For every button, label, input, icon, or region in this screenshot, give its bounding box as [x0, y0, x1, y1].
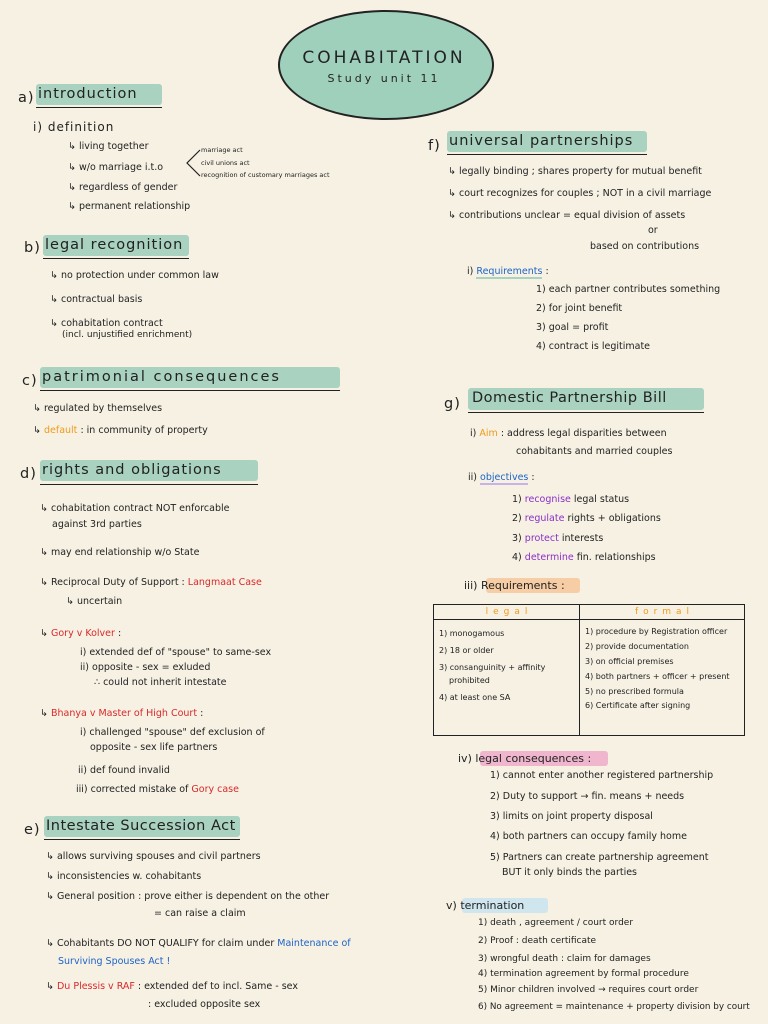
f-item-2: ↳ court recognizes for couples ; NOT in a civil marriage [448, 188, 712, 199]
legal-req-4: 4) at least one SA [439, 692, 511, 702]
f-req-3: 3) goal = profit [536, 322, 609, 333]
def-item-4: ↳ permanent relationship [68, 201, 191, 212]
formal-req-4: 4) both partners + officer + present [585, 671, 730, 681]
f-or: or [648, 225, 658, 236]
e-dup: ↳ Du Plessis v RAF : extended def to incl. Same - sex [46, 981, 298, 992]
legal-column [434, 620, 580, 736]
section-d-label: d) [20, 466, 37, 482]
f-item-1: ↳ legally binding ; shares property for mutual benefit [448, 166, 702, 177]
g-aim: i) Aim : address legal disparities between [470, 428, 667, 439]
legal-req-2: 2) 18 or older [439, 646, 494, 656]
formal-req-6: 6) Certificate after signing [585, 701, 691, 711]
f-req-heading: i) Requirements : [467, 266, 549, 277]
def-item-3: ↳ regardless of gender [68, 182, 178, 193]
term-6: 6) No agreement = maintenance + property division by court [478, 1002, 750, 1012]
def-item-2: ↳ w/o marriage i.t.o [68, 162, 164, 173]
section-f-label: f) [428, 138, 441, 154]
term-1: 1) death , agreement / court order [478, 918, 634, 928]
section-b-heading: legal recognition [45, 237, 184, 253]
cons-2: 2) Duty to support → fin. means + needs [490, 791, 685, 802]
g-req-label: Requirements [480, 579, 558, 592]
brace-bracket-icon [184, 148, 202, 178]
e-item-1: ↳ allows surviving spouses and civil partners [46, 851, 261, 862]
section-c-label: c) [22, 373, 38, 389]
recognise-verb: recognise [524, 494, 571, 505]
f-based: based on contributions [590, 241, 700, 252]
d-uncertain: ↳ uncertain [66, 596, 123, 607]
formal-req-5: 5) no prescribed formula [585, 686, 684, 696]
bhanya-case: Bhanya v Master of High Court [50, 708, 198, 719]
g-obj-label: objectives [480, 472, 529, 483]
term-4: 4) termination agreement by formal procedure [478, 969, 689, 979]
section-a-underline [36, 107, 162, 108]
b-item-2: ↳ contractual basis [50, 294, 143, 305]
section-g-label: g) [444, 396, 461, 412]
definition-label: i) definition [33, 120, 115, 134]
bhanya-item-3: ii) def found invalid [78, 765, 170, 776]
section-g-heading: Domestic Partnership Bill [472, 390, 667, 406]
g-obj-heading: ii) objectives : [468, 472, 535, 483]
def-item-1: ↳ living together [68, 141, 149, 152]
cons-3: 3) limits on joint property disposal [490, 811, 653, 822]
section-e-label: e) [24, 822, 41, 838]
e-item-3: ↳ General position : prove either is dependent on the other [46, 891, 330, 902]
legal-req-3b: prohibited [449, 675, 490, 685]
c-item-2: ↳ default : in community of property [33, 425, 208, 436]
section-f-underline [447, 154, 647, 155]
table-header-formal: formal [580, 605, 745, 620]
f-req-1: 1) each partner contributes something [536, 284, 721, 295]
term-2: 2) Proof : death certificate [478, 936, 597, 946]
default-label: default [43, 425, 78, 436]
maintenance-act-1: Maintenance of [277, 938, 351, 949]
g-cons-label: legal consequences [475, 752, 584, 765]
f-req-label: Requirements [476, 266, 543, 277]
d-contract-2: against 3rd parties [52, 519, 142, 530]
section-g-underline [468, 412, 704, 413]
term-5: 5) Minor children involved → requires court order [478, 985, 699, 995]
section-d-heading: rights and obligations [42, 462, 222, 478]
g-term-heading: v) termination [446, 899, 525, 912]
maintenance-act-2: Surviving Spouses Act ! [58, 956, 171, 967]
g-obj-4: 4) determine fin. relationships [512, 552, 656, 563]
table-header-legal: legal [434, 605, 580, 620]
b-item-1: ↳ no protection under common law [50, 270, 219, 281]
section-b-underline [43, 258, 189, 259]
d-contract-1: ↳ cohabitation contract NOT enforcable [40, 503, 230, 514]
formal-column [580, 620, 745, 736]
g-obj-3: 3) protect interests [512, 533, 604, 544]
g-obj-2: 2) regulate rights + obligations [512, 513, 661, 524]
bhanya-item-2: opposite - sex life partners [90, 742, 218, 753]
gory-case: Gory v Kolver [50, 628, 115, 639]
gory-item-2: ii) opposite - sex = exluded [80, 662, 211, 673]
g-req-heading: iii) Requirements : [464, 579, 565, 592]
e-dup-2: : excluded opposite sex [148, 999, 261, 1010]
d-bhanya: ↳ Bhanya v Master of High Court : [40, 708, 204, 719]
protect-verb: protect [524, 533, 559, 544]
cons-5: 5) Partners can create partnership agreement [490, 852, 709, 863]
formal-req-2: 2) provide documentation [585, 642, 689, 652]
f-req-4: 4) contract is legitimate [536, 341, 651, 352]
e-item-4: = can raise a claim [154, 908, 246, 919]
c-item-1: ↳ regulated by themselves [33, 403, 163, 414]
g-term-label: termination [460, 899, 525, 912]
requirements-table [433, 604, 745, 736]
langmaat-case: Langmaat Case [187, 577, 262, 588]
section-c-underline [40, 390, 340, 391]
aim-label: Aim [479, 428, 498, 439]
formal-req-3: 3) on official premises [585, 656, 674, 666]
f-item-3: ↳ contributions unclear = equal division of assets [448, 210, 686, 221]
legal-req-3: 3) consanguinity + affinity [439, 662, 546, 672]
formal-req-1: 1) procedure by Registration officer [585, 627, 728, 637]
page-subtitle: Study unit 11 [327, 72, 441, 85]
d-gory: ↳ Gory v Kolver : [40, 628, 122, 639]
gory-item-3: ∴ could not inherit intestate [94, 677, 227, 688]
section-a-label: a) [18, 90, 35, 106]
term-3: 3) wrongful death : claim for damages [478, 954, 651, 964]
act-2: civil unions act [201, 159, 250, 167]
gory-case-ref: Gory case [191, 784, 239, 795]
cons-1: 1) cannot enter another registered partnership [490, 770, 714, 781]
act-3: recognition of customary marriages act [201, 171, 330, 179]
cons-6: BUT it only binds the parties [502, 867, 638, 878]
legal-req-1: 1) monogamous [439, 629, 505, 639]
cons-4: 4) both partners can occupy family home [490, 831, 687, 842]
f-req-2: 2) for joint benefit [536, 303, 623, 314]
g-aim-2: cohabitants and married couples [516, 446, 673, 457]
d-duty: ↳ Reciprocal Duty of Support : Langmaat Case [40, 577, 262, 588]
section-c-heading: patrimonial consequences [42, 369, 281, 385]
gory-item-1: i) extended def of "spouse" to same-sex [80, 647, 272, 658]
bhanya-item-1: i) challenged "spouse" def exclusion of [80, 727, 265, 738]
e-cohab: ↳ Cohabitants DO NOT QUALIFY for claim under Maintenance of [46, 938, 351, 949]
g-obj-1: 1) recognise legal status [512, 494, 630, 505]
page-title: COHABITATION [302, 48, 466, 68]
section-e-underline [44, 839, 240, 840]
bhanya-item-4: iii) corrected mistake of Gory case [76, 784, 239, 795]
b-item-4: (incl. unjustified enrichment) [62, 330, 193, 340]
section-f-heading: universal partnerships [449, 133, 634, 149]
regulate-verb: regulate [524, 513, 565, 524]
section-b-label: b) [24, 240, 41, 256]
e-item-2: ↳ inconsistencies w. cohabitants [46, 871, 202, 882]
du-plessis-case: Du Plessis v RAF [56, 981, 135, 992]
section-e-heading: Intestate Succession Act [46, 818, 236, 834]
g-cons-heading: iv) legal consequences : [458, 752, 592, 765]
determine-verb: determine [524, 552, 574, 563]
section-a-heading: introduction [38, 86, 138, 102]
section-d-underline [40, 484, 258, 485]
act-1: marriage act [201, 146, 243, 154]
b-item-3: ↳ cohabitation contract [50, 318, 163, 329]
d-end: ↳ may end relationship w/o State [40, 547, 200, 558]
